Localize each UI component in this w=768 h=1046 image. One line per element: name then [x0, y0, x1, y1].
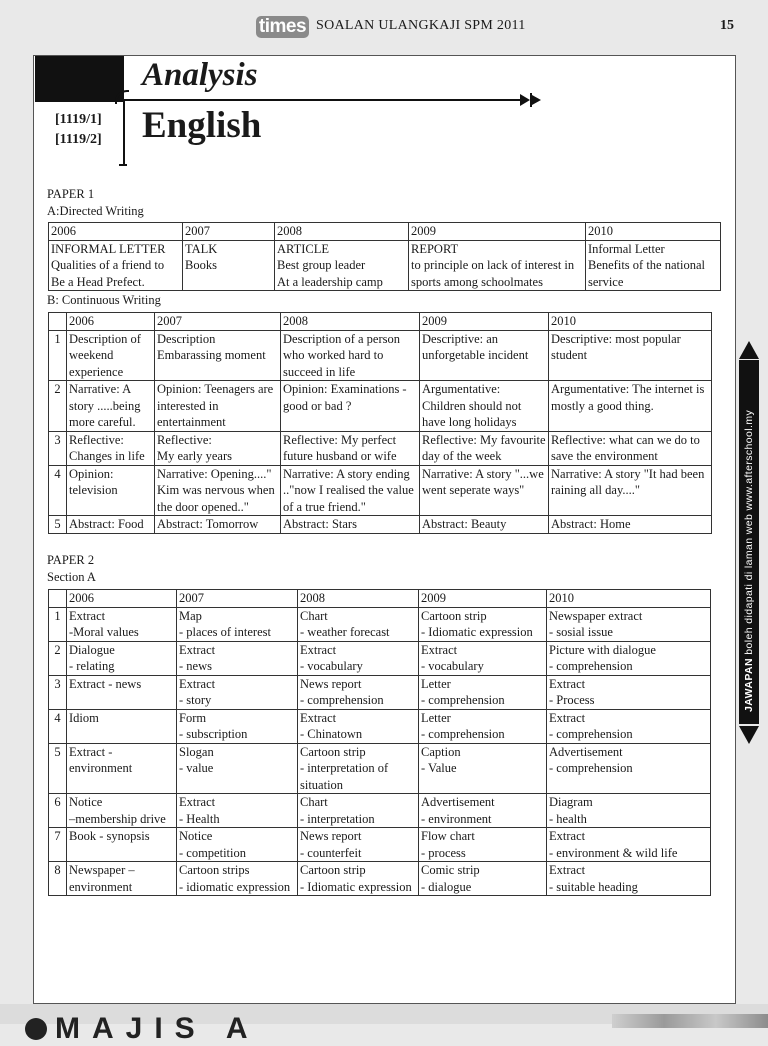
table-cell: News report - counterfeit	[298, 828, 419, 862]
table-cell: Informal Letter Benefits of the national service	[586, 240, 721, 291]
table-row	[49, 675, 711, 709]
row-number: 3	[49, 431, 67, 465]
table-row	[49, 862, 711, 896]
footer-decoration	[612, 1014, 768, 1028]
table-row	[49, 828, 711, 862]
arrow-icon	[520, 94, 530, 106]
table-cell: Opinion: Examinations - good or bad ?	[281, 381, 420, 432]
table-cell: Opinion: television	[67, 465, 155, 516]
table-cell: Extract - comprehension	[547, 709, 711, 743]
header-cell: 2008	[281, 313, 420, 331]
table-cell: Letter - comprehension	[419, 675, 547, 709]
table-cell: Map - places of interest	[177, 607, 298, 641]
table-row	[49, 330, 712, 381]
table-row	[49, 240, 721, 291]
header-cell: 2010	[586, 223, 721, 241]
header-title: SOALAN ULANGKAJI SPM 2011	[316, 18, 526, 33]
table-cell: Extract - vocabulary	[419, 641, 547, 675]
table-header-row	[49, 590, 711, 608]
table-cell: Form - subscription	[177, 709, 298, 743]
table-row	[49, 743, 711, 794]
table-cell: Picture with dialogue - comprehension	[547, 641, 711, 675]
table-cell: Caption - Value	[419, 743, 547, 794]
globe-icon	[25, 1018, 47, 1040]
table-cell: Newspaper extract - sosial issue	[547, 607, 711, 641]
subject-title: English	[142, 105, 262, 146]
table-cell: Chart - weather forecast	[298, 607, 419, 641]
table-cell: Extract - Chinatown	[298, 709, 419, 743]
table-cell: Descriptive: an unforgetable incident	[420, 330, 549, 381]
directed-writing-table	[48, 222, 721, 291]
table-cell: REPORT to principle on lack of interest in sports among schoolmates	[409, 240, 586, 291]
row-number: 5	[49, 743, 67, 794]
row-number: 2	[49, 641, 67, 675]
table-row	[49, 641, 711, 675]
table-cell: Dialogue - relating	[67, 641, 177, 675]
table-cell: Chart - interpretation	[298, 794, 419, 828]
header-cell: 2008	[298, 590, 419, 608]
paper2-label: PAPER 2	[47, 553, 95, 567]
section-a-label: Section A	[47, 570, 96, 584]
table-cell: Abstract: Tomorrow	[155, 516, 281, 534]
section-title: Analysis	[142, 57, 258, 93]
header-cell: 2006	[67, 313, 155, 331]
arrow-icon-second	[532, 95, 541, 105]
header-cell: 2007	[177, 590, 298, 608]
page-header	[0, 0, 768, 52]
table-cell: Narrative: A story .....being more careful.	[67, 381, 155, 432]
table-cell: Abstract: Stars	[281, 516, 420, 534]
paper-code: [1119/1]	[55, 112, 102, 127]
table-cell: Narrative: A story ending .."now I realised the value of a true friend."	[281, 465, 420, 516]
table-row	[49, 431, 712, 465]
header-cell: 2009	[409, 223, 586, 241]
continuous-writing-table	[48, 312, 712, 534]
table-cell: Book - synopsis	[67, 828, 177, 862]
title-vertical-rule	[123, 99, 125, 166]
paper-codes	[55, 110, 102, 150]
table-cell: Opinion: Teenagers are interested in entertainment	[155, 381, 281, 432]
paper2-table	[48, 589, 711, 896]
side-tab-text	[740, 362, 758, 712]
table-cell: Notice - competition	[177, 828, 298, 862]
table-cell: Description of weekend experience	[67, 330, 155, 381]
header-cell	[49, 313, 67, 331]
header-cell	[49, 590, 67, 608]
table-cell: Reflective: what can we do to save the environment	[549, 431, 712, 465]
table-cell: Newspaper – environment	[67, 862, 177, 896]
table-cell: Extract - news	[177, 641, 298, 675]
table-cell: Descriptive: most popular student	[549, 330, 712, 381]
header-cell: 2008	[275, 223, 409, 241]
table-row	[49, 709, 711, 743]
table-cell: Cartoon strips - idiomatic expression	[177, 862, 298, 896]
table-cell: Extract - news	[67, 675, 177, 709]
table-cell: Cartoon strip - interpretation of situation	[298, 743, 419, 794]
table-cell: INFORMAL LETTER Qualities of a friend to Be a Head Prefect.	[49, 240, 183, 291]
table-cell: Reflective: Changes in life	[67, 431, 155, 465]
header-cell: 2009	[420, 313, 549, 331]
directed-writing-label: A:Directed Writing	[47, 204, 144, 218]
table-cell: Argumentative: Children should not have long holidays	[420, 381, 549, 432]
title-rule	[124, 99, 524, 101]
table-cell: Narrative: A story "...we went seperate ways"	[420, 465, 549, 516]
header-cell: 2006	[67, 590, 177, 608]
side-tab-website: boleh didapati di laman web www.afterschool.my	[743, 409, 755, 659]
table-cell: Extract - suitable heading	[547, 862, 711, 896]
table-cell: Letter - comprehension	[419, 709, 547, 743]
page-number: 15	[720, 18, 734, 33]
header-cell: 2007	[183, 223, 275, 241]
table-row	[49, 794, 711, 828]
times-logo: times	[256, 16, 309, 38]
table-cell: Extract - Process	[547, 675, 711, 709]
table-cell: TALK Books	[183, 240, 275, 291]
row-number: 6	[49, 794, 67, 828]
page-footer	[0, 1004, 768, 1045]
row-number: 4	[49, 465, 67, 516]
table-cell: Reflective: My perfect future husband or wife	[281, 431, 420, 465]
table-cell: Advertisement - environment	[419, 794, 547, 828]
table-cell: Argumentative: The internet is mostly a good thing.	[549, 381, 712, 432]
table-cell: Advertisement - comprehension	[547, 743, 711, 794]
table-cell: Abstract: Home	[549, 516, 712, 534]
table-cell: Extract - environment	[67, 743, 177, 794]
header-cell: 2009	[419, 590, 547, 608]
table-header-row	[49, 313, 712, 331]
row-number: 5	[49, 516, 67, 534]
table-cell: Description Embarassing moment	[155, 330, 281, 381]
paper1-label: PAPER 1	[47, 187, 95, 201]
table-cell: Extract - Health	[177, 794, 298, 828]
footer-brand: MAJIS A	[55, 1012, 260, 1045]
table-cell: Slogan - value	[177, 743, 298, 794]
table-cell: Notice –membership drive	[67, 794, 177, 828]
row-number: 3	[49, 675, 67, 709]
table-cell: Extract -Moral values	[67, 607, 177, 641]
table-cell: Extract - story	[177, 675, 298, 709]
table-cell: Extract - vocabulary	[298, 641, 419, 675]
continuous-writing-label: B: Continuous Writing	[47, 293, 161, 307]
table-cell: Cartoon strip - Idiomatic expression	[298, 862, 419, 896]
paper-code: [1119/2]	[55, 132, 102, 147]
row-number: 1	[49, 330, 67, 381]
table-cell: Comic strip - dialogue	[419, 862, 547, 896]
table-cell: Flow chart - process	[419, 828, 547, 862]
row-number: 2	[49, 381, 67, 432]
table-cell: Narrative: Opening...." Kim was nervous when the door opened.."	[155, 465, 281, 516]
table-cell: Reflective: My favourite day of the week	[420, 431, 549, 465]
table-cell: News report - comprehension	[298, 675, 419, 709]
table-cell: ARTICLE Best group leader At a leadership camp	[275, 240, 409, 291]
table-row	[49, 607, 711, 641]
table-cell: Abstract: Beauty	[420, 516, 549, 534]
side-tab-bold: JAWAPAN	[743, 658, 755, 712]
table-cell: Description of a person who worked hard to succeed in life	[281, 330, 420, 381]
row-number: 1	[49, 607, 67, 641]
row-number: 7	[49, 828, 67, 862]
table-row	[49, 381, 712, 432]
row-number: 8	[49, 862, 67, 896]
triangle-up-icon	[739, 341, 759, 359]
table-row	[49, 516, 712, 534]
triangle-down-icon	[739, 726, 759, 744]
header-cell: 2010	[547, 590, 711, 608]
table-cell: Idiom	[67, 709, 177, 743]
table-cell: Diagram - health	[547, 794, 711, 828]
header-cell: 2007	[155, 313, 281, 331]
header-cell: 2006	[49, 223, 183, 241]
row-number: 4	[49, 709, 67, 743]
title-black-block	[35, 56, 124, 102]
table-cell: Narrative: A story "It had been raining all day...."	[549, 465, 712, 516]
header-cell: 2010	[549, 313, 712, 331]
table-cell: Extract - environment & wild life	[547, 828, 711, 862]
table-cell: Abstract: Food	[67, 516, 155, 534]
title-vertical-rule-foot	[119, 164, 127, 166]
table-cell: Reflective: My early years	[155, 431, 281, 465]
table-header-row	[49, 223, 721, 241]
table-row	[49, 465, 712, 516]
table-cell: Cartoon strip - Idiomatic expression	[419, 607, 547, 641]
